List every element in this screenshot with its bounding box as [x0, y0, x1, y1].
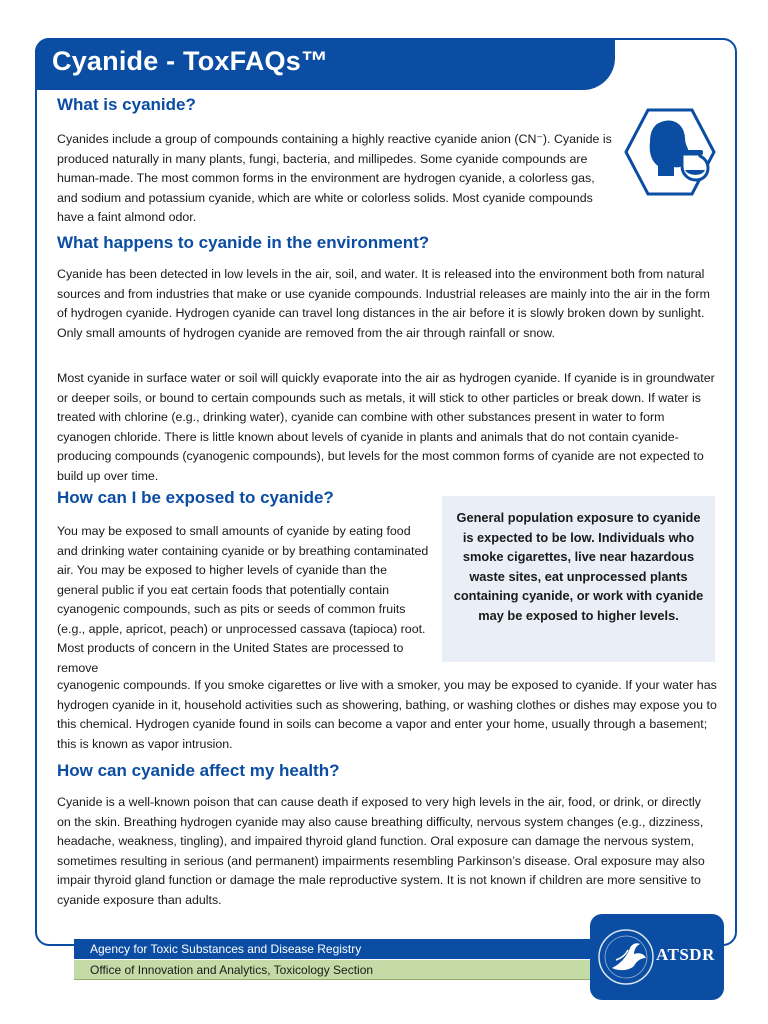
footer-office: Office of Innovation and Analytics, Toxicology Section — [74, 960, 594, 980]
section-heading-what-is: What is cyanide? — [57, 95, 196, 114]
paragraph-health: Cyanide is a well-known poison that can cause death if exposed to very high levels in the air, food, or drink, or directly on the skin. Breathing hydrogen cyanide may also cause breathing difficulty, nervous system changes (e.g., dizziness, headache, weakness, tingling), and impaired thyroid gland function. Oral exposure can damage the nervous system, sometimes resulting in serious (and permanent) impairments resembling Parkinson’s disease. Oral exposure may also impair thyroid gland function or damage the male reproductive system. It is not known if children are more sensitive to cyanide exposure than adults. — [57, 795, 705, 907]
paragraph-exposure-1: You may be exposed to small amounts of cyanide by eating food and drinking water containing cyanide or by breathing contaminated air. You may be exposed to higher levels of cyanide than the general public if you eat certain foods that potentially contain cyanogenic compounds, such as pits or seeds of common fruits (e.g., apple, apricot, peach) or unprocessed cassava (tapioca) root. Most products of concern in the United States are processed to remove — [57, 524, 429, 675]
paragraph-exposure-2: cyanogenic compounds. If you smoke cigarettes or live with a smoker, you may be exposed to cyanide. If your water has hydrogen cyanide in it, household activities such as showering, bathing, or washing clothes or dishes may expose you to this chemical. Hydrogen cyanide found in soils can become a vapor and enter your home, usually through a basement; this is known as vapor intrusion. — [57, 678, 717, 751]
paragraph-environment-1: Cyanide has been detected in low levels in the air, soil, and water. It is released into the environment both from natural sources and from industries that make or use cyanide compounds. Industrial releases are mainly into the air in the form of hydrogen cyanide. Hydrogen cyanide can travel long distances in the air before it is slowly broken down by sunlight. Only small amounts of hydrogen cyanide are removed from the air through rainfall or snow. — [57, 267, 710, 340]
paragraph-what-is: Cyanides include a group of compounds containing a highly reactive cyanide anion (CN⁻). Cyanide is produced naturally in many plants, fungi, bacteria, and millipedes. Some cyanide compounds are human-made. The most common forms in the environment are hydrogen cyanide, a colorless gas, and sodium and potassium cyanide, which are white or colorless solids. Most cyanide compounds have a faint almond odor. — [57, 132, 612, 224]
callout-text: General population exposure to cyanide is expected to be low. Individuals who smoke cigarettes, live near hazardous waste sites, eat unprocessed plants containing cyanide, or work with cyanide may be exposed to higher levels. — [453, 510, 704, 623]
section-heading-exposure: How can I be exposed to cyanide? — [57, 488, 334, 507]
paragraph-environment-2: Most cyanide in surface water or soil will quickly evaporate into the air as hydrogen cyanide. If cyanide is in groundwater or deeper soils, or bound to certain compounds such as metals, it will stick to other particles or break down. If water is treated with chlorine (e.g., drinking water), cyanide can combine with other substances present in water to form cyanogen chloride. There is little known about levels of cyanide in plants and animals that do not contain cyanide-producing compounds (cyanogenic compounds), but levels for the most common forms of cyanide are not expected to build up over time. — [57, 371, 715, 483]
footer-agency: Agency for Toxic Substances and Disease Registry — [74, 939, 594, 959]
hhs-eagle-seal-icon — [590, 914, 660, 1000]
section-heading-environment: What happens to cyanide in the environment? — [57, 233, 430, 252]
atsdr-logo — [590, 914, 724, 1000]
hexagon-head-flask-icon — [622, 104, 718, 200]
section-heading-health: How can cyanide affect my health? — [57, 761, 340, 780]
logo-text: ATSDR — [656, 945, 715, 964]
title-banner — [35, 38, 615, 90]
exposure-callout-box — [442, 496, 715, 662]
page-title: Cyanide - ToxFAQs™ — [52, 46, 329, 76]
